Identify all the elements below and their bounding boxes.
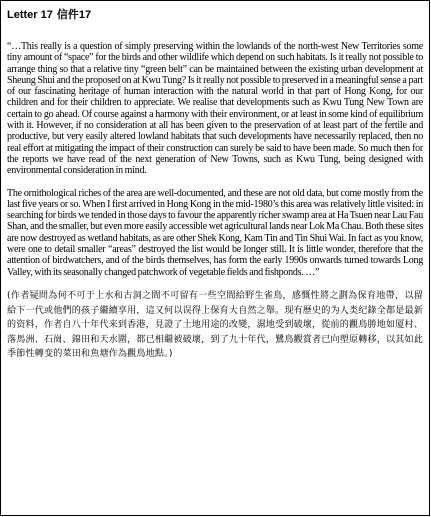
chinese-summary: (作者疑問為何不可于上水和古洞之間不可留有一些空間給野生雀鳥，感慨性將之劃為保育地帶，以留給下一代或他們的孩子繼續享用，這又何以误得上保育大自然之舉。现有歷史的为人类纪錄全都是最新的资料，作者自八十年代来到香港，見證了土地用途的改變，濕地受到破壞，從前的觀鳥勝地如厦村、落馬洲、石崗、錦田和天水圍，都已相繼被破壞，到了九十年代，鷺鳥觀賞者已向塱原轉移，以其如此季節性轉变的菜田和魚塘作為觀鳥地點。): [7, 290, 423, 360]
letter-title: [7, 8, 423, 22]
letter-paragraph-2: The ornithological riches of the area are well-documented, and these are not old data, but come mostly from the last five years or so. When I first arrived in Hong Kong in the mid-1980’s this area was relatively little visited: in searching for birds we tended in those days to favour the apparently richer swamp area at Ha Tsuen near Lau Fau Shan, and the smaller, but even more easily accessible wet agricultural lands near Lok Ma Chau. Both these sites are now destroyed as wetland habitats, as are other Shek Kong, Kam Tin and Tin Shui Wai. In fact as you know, were one to detail smaller “areas” destroyed the list would be longer still. It is little wonder, therefore that the attention of birdwatchers, and of the birds themselves, has form the early 1990s onwards turned towards Long Valley, with its seasonally changed patchwork of vegetable fields and fishponds. …”: [7, 187, 423, 278]
letter-paragraph-1: “…This really is a question of simply preserving within the lowlands of the north-west New Territories some tiny amount of “space” for the birds and other wildlife which depend on such habitats. Is it really not possible to arrange thing so that a relative tiny “green belt” can be maintained between the existing urban development at Sheung Shui and the proposed on at Kwu Tung? Is it really not possible to preserved in a meaningful sense a part of our fascinating heritage of human interaction with the natural world in that part of Hong Kong, for our children and for their children to appreciate. We realise that developments such as Kwu Tung New Town are certain to go ahead. Of course against a harmony with their environment, or at least in some kind of equilibrium with it. However, if no consideration at all has been given to the preservation of at least part of the fertile and productive, but very easily altered lowland habitats that such developments have necessarily replaced, then no real effort at mitigating the impact of their construction can surely be said to have been made. So much then for the reports we have read of the next generation of New Towns, such as Kwu Tung, being designed with environmental consideration in mind.: [7, 41, 423, 177]
letter-title-chinese: 信件17: [56, 9, 92, 21]
letter-title-english: Letter 17: [7, 9, 53, 21]
